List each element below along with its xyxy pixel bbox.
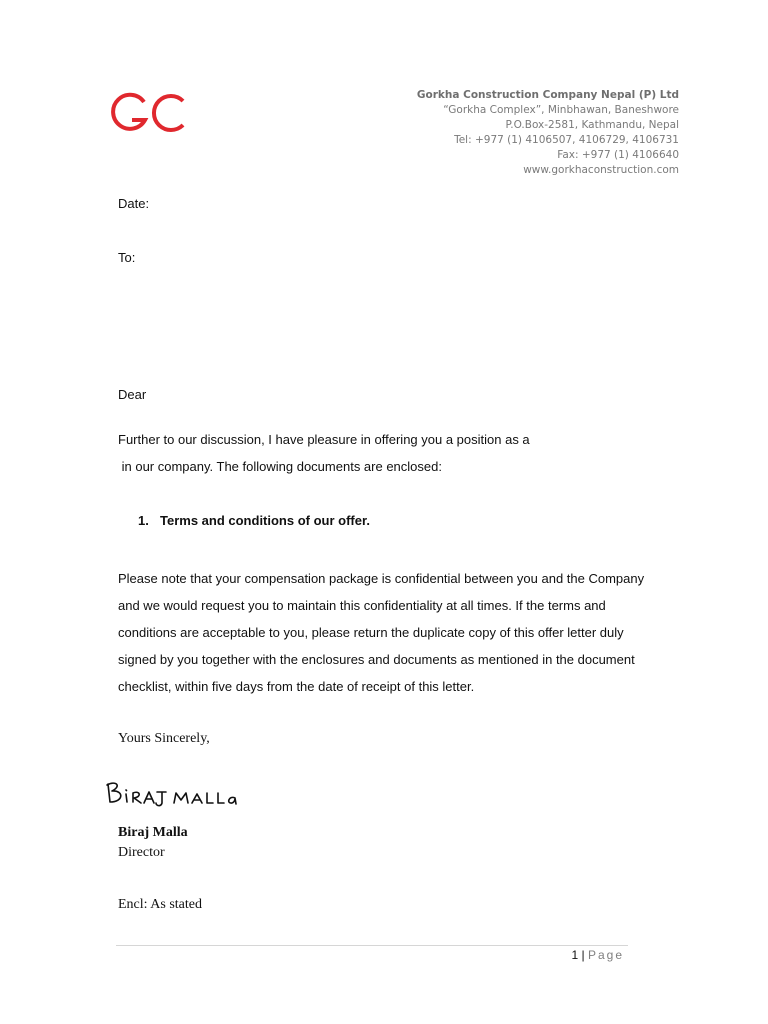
handwritten-signature <box>104 776 264 812</box>
paragraph-line: checklist, within five days from the date of receipt of this letter. <box>118 679 475 694</box>
phone-line: Tel: +977 (1) 4106507, 4106729, 4106731 <box>454 134 679 146</box>
fax-line: Fax: +977 (1) 4106640 <box>557 149 679 161</box>
logo-letter-c <box>154 96 183 130</box>
page-separator: | <box>581 948 585 962</box>
address-line: P.O.Box-2581, Kathmandu, Nepal <box>505 119 679 131</box>
date-label: Date: <box>118 196 150 211</box>
company-name: Gorkha Construction Company Nepal (P) Ltd <box>416 89 679 101</box>
website-line: www.gorkhaconstruction.com <box>523 164 679 176</box>
paragraph-line: Please note that your compensation package is confidential between you and the Company <box>118 571 645 586</box>
paragraph-line: and we would request you to maintain this confidentiality at all times. If the terms and <box>118 598 606 613</box>
intro-line: Further to our discussion, I have pleasure in offering you a position as a <box>118 432 530 447</box>
page-word: Page <box>587 948 624 962</box>
company-address-block <box>417 88 679 178</box>
intro-line: in our company. The following documents are enclosed: <box>118 459 442 474</box>
list-text: Terms and conditions of our offer. <box>160 513 370 528</box>
page-number: 1 <box>571 948 579 962</box>
company-logo <box>108 90 188 136</box>
salutation: Dear <box>118 387 147 402</box>
list-number: 1. <box>138 513 149 528</box>
address-line: “Gorkha Complex”, Minbhawan, Baneshwore <box>443 104 679 116</box>
to-label: To: <box>118 250 136 265</box>
signer-name: Biraj Malla <box>118 825 188 840</box>
confidentiality-paragraph <box>118 565 678 700</box>
page-footer <box>571 948 624 962</box>
signer-title: Director <box>118 845 165 860</box>
enclosure-list-item <box>138 513 370 528</box>
footer-divider <box>116 945 628 946</box>
closing: Yours Sincerely, <box>118 731 210 746</box>
paragraph-line: signed by you together with the enclosures and documents as mentioned in the document <box>118 652 635 667</box>
paragraph-line: conditions are acceptable to you, please return the duplicate copy of this offer letter duly <box>118 625 624 640</box>
enclosure-note: Encl: As stated <box>118 897 202 912</box>
logo-letter-g <box>113 95 145 129</box>
